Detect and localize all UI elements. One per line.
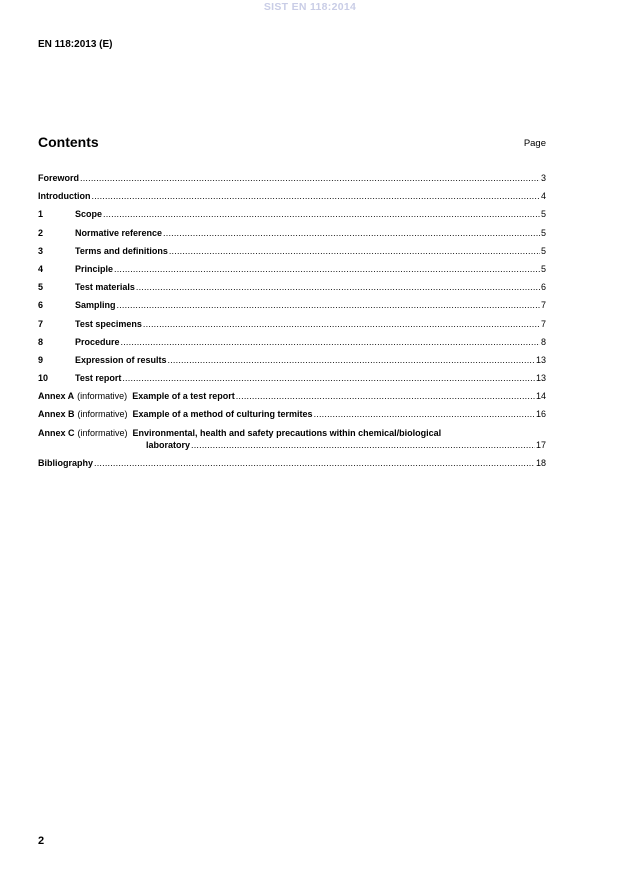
toc-entry-title: Test materials [75,282,135,293]
toc-entry-number: 5 [38,282,44,293]
dot-leader [191,439,535,451]
dot-leader [163,227,540,239]
toc-entry-annex-a[interactable] [38,390,546,402]
toc-entry-page: 13 [535,373,546,384]
toc-entry-normative-reference[interactable] [38,227,546,239]
toc-entry-page: 4 [540,191,546,202]
dot-leader [314,408,535,420]
dot-leader [168,354,535,366]
toc-entry-page: 5 [540,227,546,238]
page-column-label: Page [523,138,546,149]
dot-leader [94,457,535,469]
toc-entry-number: 1 [38,209,44,220]
toc-entry-title: Normative reference [75,227,163,238]
toc-entry-bibliography[interactable] [38,457,546,469]
toc-entry-sampling[interactable] [38,299,546,311]
toc-entry-test-specimens[interactable] [38,318,546,330]
toc-entry-title: Test specimens [75,318,142,329]
dot-leader [236,390,535,402]
dot-leader [136,281,540,293]
toc-entry-foreword[interactable] [38,172,546,184]
toc-entry-annex-c[interactable] [38,427,546,451]
toc-entry-page: 16 [535,409,546,420]
toc-entry-page: 13 [535,354,546,365]
toc-entry-title: Scope [75,209,103,220]
toc-entry-principle[interactable] [38,263,546,275]
toc-entry-title: Test report [75,373,122,384]
toc-entry-number: 4 [38,263,44,274]
toc-entry-page: 5 [540,209,546,220]
toc-entry-page: 7 [540,300,546,311]
annex-label: Annex A [38,391,75,402]
toc-entry-title: Terms and definitions [75,245,168,256]
toc-entry-title-continued: laboratory [146,439,191,450]
document-id: EN 118:2013 (E) [38,39,113,50]
toc-entry-expression-of-results[interactable] [38,354,546,366]
toc-entry-introduction[interactable] [38,190,546,202]
toc-entry-test-materials[interactable] [38,281,546,293]
toc-entry-page: 5 [540,263,546,274]
toc-entry-title: Introduction [38,191,91,202]
dot-leader [80,172,540,184]
annex-type: (informative) [77,427,128,438]
toc-entry-page: 5 [540,245,546,256]
annex-label: Annex B [38,409,75,420]
annex-type: (informative) [77,409,128,420]
toc-entry-title: Example of a method of culturing termites [132,409,313,420]
toc-entry-title: Example of a test report [132,391,235,402]
dot-leader [169,245,540,257]
toc-entry-title: Principle [75,263,114,274]
toc-entry-page: 7 [540,318,546,329]
toc-entry-terms-and-definitions[interactable] [38,245,546,257]
toc-entry-title: Sampling [75,300,116,311]
toc-entry-title: Foreword [38,173,80,183]
toc-entry-title: Procedure [75,336,120,347]
table-of-contents [38,172,546,475]
toc-entry-test-report[interactable] [38,372,546,384]
toc-entry-title: Bibliography [38,457,94,468]
toc-entry-page: 18 [535,457,546,468]
annex-label: Annex C [38,427,75,438]
toc-entry-number: 3 [38,245,44,256]
toc-entry-scope[interactable] [38,208,546,220]
toc-entry-number: 6 [38,300,44,311]
toc-entry-number: 2 [38,227,44,238]
toc-entry-number: 8 [38,336,44,347]
footer-page-number: 2 [38,835,45,847]
contents-heading: Contents [38,134,99,150]
watermark: SIST EN 118:2014 [263,1,357,13]
toc-entry-page: 17 [535,439,546,450]
dot-leader [103,208,540,220]
toc-entry-page: 8 [540,336,546,347]
dot-leader [114,263,540,275]
dot-leader [92,190,540,202]
dot-leader [117,299,540,311]
dot-leader [122,372,535,384]
toc-entry-number: 10 [38,373,49,384]
toc-entry-page: 6 [540,282,546,293]
toc-entry-page: 3 [540,173,546,183]
toc-entry-number: 9 [38,354,44,365]
toc-entry-procedure[interactable] [38,336,546,348]
toc-entry-title: Expression of results [75,354,167,365]
toc-entry-title: Environmental, health and safety precautions within chemical/biological [132,427,442,438]
toc-entry-page: 14 [535,391,546,402]
annex-type: (informative) [77,391,128,402]
toc-entry-number: 7 [38,318,44,329]
dot-leader [143,318,540,330]
dot-leader [121,336,540,348]
toc-entry-annex-b[interactable] [38,408,546,420]
